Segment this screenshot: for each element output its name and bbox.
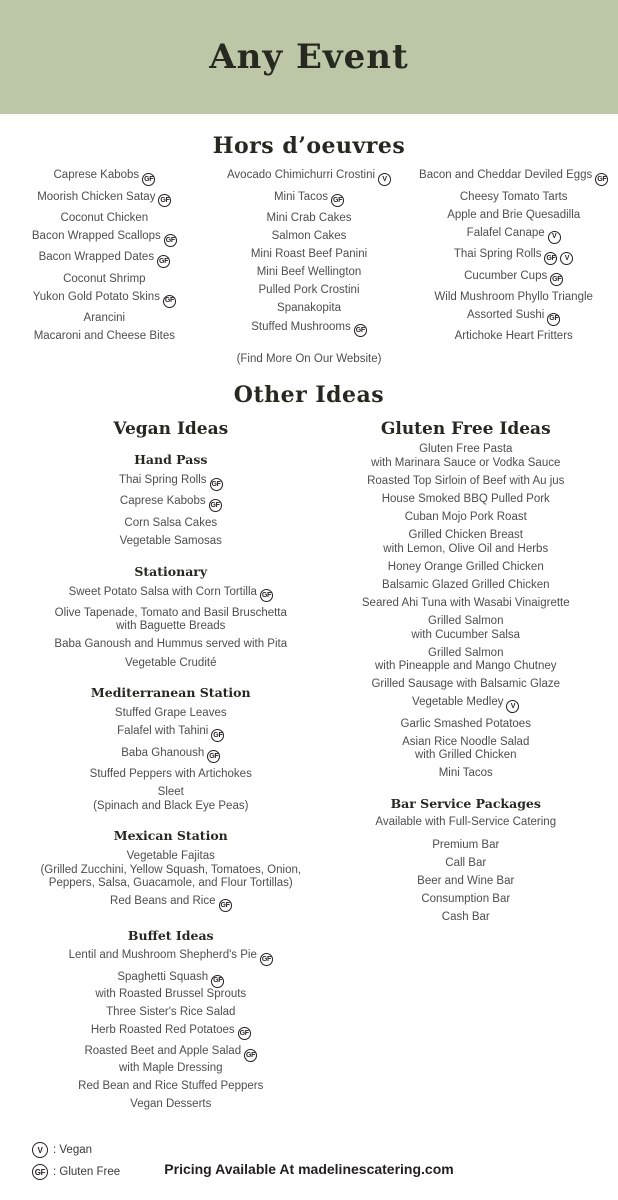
menu-item [207, 282, 412, 300]
menu-item-label: Grilled Salmon [428, 646, 504, 659]
menu-item [2, 188, 207, 209]
section-subtitle: Available with Full-Service Catering [375, 815, 557, 828]
menu-item-label: Moorish Chicken Satay [37, 190, 156, 203]
gf-badge-icon: GF [210, 478, 223, 491]
menu-item-label: Macaroni and Cheese Bites [33, 330, 175, 343]
menu-item [411, 188, 616, 206]
hors-column-right [411, 167, 616, 346]
page-title: Any Event [209, 37, 409, 77]
menu-item [328, 715, 604, 733]
menu-item-label: Grilled Chicken Breast [408, 529, 523, 542]
menu-item-label: Balsamic Glazed Grilled Chicken [382, 578, 550, 591]
gf-badge-icon: GF [142, 173, 155, 186]
menu-item-label: Avocado Chimichurri Crostini [226, 169, 376, 182]
menu-item-label: House Smoked BBQ Pulled Pork [381, 493, 550, 506]
menu-item-label: Cuban Mojo Pork Roast [404, 511, 527, 524]
gluten-free-ideas-column [328, 410, 618, 1114]
menu-item-label: Peppers, Salsa, Guacamole, and Flour Tortillas) [48, 877, 293, 890]
menu-item-label: Coconut Shrimp [63, 272, 146, 285]
menu-item [328, 559, 604, 577]
menu-item [411, 267, 616, 288]
menu-item-label: Bacon and Cheddar Deviled Eggs [419, 169, 593, 182]
menu-item [328, 854, 604, 872]
menu-item-label: Gluten Free Pasta [419, 443, 513, 456]
menu-item [14, 514, 328, 532]
menu-item [328, 909, 604, 927]
menu-item-label: Olive Tapenade, Tomato and Basil Bruschetta [54, 606, 287, 619]
menu-item [207, 246, 412, 264]
menu-item-label: Artichoke Heart Fritters [454, 330, 573, 343]
menu-item [207, 210, 412, 228]
menu-item [14, 472, 328, 493]
menu-item-label: Thai Spring Rolls [118, 474, 207, 487]
vegan-ideas-column [0, 410, 328, 1114]
gf-badge-icon: GF [211, 729, 224, 742]
menu-item-label: Mini Tacos [438, 767, 493, 780]
menu-item-label: Caprese Kabobs [53, 169, 140, 182]
menu-item-label: Roasted Top Sirloin of Beef with Au jus [367, 474, 565, 487]
menu-item [14, 1078, 328, 1096]
menu-item-label: with Pineapple and Mango Chutney [374, 660, 557, 673]
menu-item-label: Vegetable Samosas [119, 534, 222, 547]
pricing-text: Pricing Available At madelinescatering.com [164, 1161, 454, 1177]
gf-badge-icon: GF [157, 255, 170, 268]
menu-item [411, 289, 616, 307]
gf-badge-icon: GF [331, 194, 344, 207]
menu-item-label: Red Bean and Rice Stuffed Peppers [78, 1079, 264, 1092]
menu-item-label: with Baguette Breads [116, 620, 226, 633]
hors-doeuvres-heading: Hors d’oeuvres [212, 133, 406, 159]
menu-item [328, 491, 604, 509]
section-title: Stationary [134, 563, 208, 579]
menu-item-label: Mini Crab Cakes [266, 211, 352, 224]
menu-item-label: Pulled Pork Crostini [258, 284, 360, 297]
menu-item-label: Vegetable Fajitas [126, 850, 215, 863]
menu-item-label: Arancini [83, 312, 126, 325]
gluten-free-ideas-title: Gluten Free Ideas [380, 419, 551, 440]
menu-item [14, 1003, 328, 1021]
vegan-ideas-title: Vegan Ideas [113, 419, 229, 440]
menu-item [328, 613, 604, 645]
menu-item-label: Honey Orange Grilled Chicken [387, 560, 544, 573]
menu-item-label: Lentil and Mushroom Shepherd's Pie [68, 949, 257, 962]
menu-item [328, 873, 604, 891]
vegan-badge-icon: V [32, 1142, 48, 1158]
menu-item-label: Spanakopita [277, 302, 341, 315]
legend-gluten-free-label: : Gluten Free [53, 1166, 121, 1178]
menu-item [411, 225, 616, 246]
menu-item-label: Call Bar [445, 856, 487, 869]
menu-item [411, 246, 616, 267]
gf-badge-icon: GF [209, 499, 222, 512]
menu-item [328, 694, 604, 715]
menu-item [328, 836, 604, 854]
gf-badge-icon: GF [163, 295, 176, 308]
menu-item [328, 595, 604, 613]
menu-item [14, 784, 328, 816]
menu-item-label: Seared Ahi Tuna with Wasabi Vinaigrette [361, 597, 570, 610]
menu-item-label: with Maple Dressing [118, 1061, 223, 1074]
menu-item-label: Salmon Cakes [271, 230, 347, 243]
menu-item-label: Bacon Wrapped Dates [38, 251, 155, 264]
menu-item-label: Cucumber Cups [464, 269, 548, 282]
menu-item-label: Wild Mushroom Phyllo Triangle [434, 290, 593, 303]
menu-item [14, 1021, 328, 1042]
gf-badge-icon: GF [211, 975, 224, 988]
menu-item [14, 1096, 328, 1114]
menu-item-label: Apple and Brie Quesadilla [447, 208, 581, 221]
menu-item [411, 167, 616, 188]
menu-item-label: Premium Bar [432, 838, 500, 851]
menu-item-label: Assorted Sushi [467, 308, 545, 321]
vegan-badge-icon: V [548, 231, 561, 244]
vegan-ideas-sections [14, 452, 328, 1114]
menu-item-label: Grilled Sausage with Balsamic Glaze [371, 678, 561, 691]
menu-item-label: Corn Salsa Cakes [124, 516, 218, 529]
legend-vegan [32, 1142, 586, 1158]
menu-item [328, 891, 604, 909]
menu-item-label: Three Sister's Rice Salad [106, 1005, 236, 1018]
menu-item-label: Thai Spring Rolls [453, 248, 542, 261]
menu-item [2, 310, 207, 328]
gf-badge-icon: GF [207, 750, 220, 763]
menu-item [207, 228, 412, 246]
menu-item-label: Stuffed Grape Leaves [114, 707, 227, 720]
gf-badge-icon: GF [547, 313, 560, 326]
menu-item-label: Vegetable Medley [412, 696, 504, 709]
menu-item [14, 848, 328, 893]
page-footer [32, 1136, 586, 1178]
menu-item-label: Mini Tacos [273, 190, 329, 203]
menu-item-label: with Roasted Brussel Sprouts [95, 987, 247, 1000]
gf-badge-icon: GF [219, 899, 232, 912]
vegan-badge-icon: V [560, 252, 573, 265]
menu-item [2, 289, 207, 310]
menu-item [328, 473, 604, 491]
menu-item [207, 300, 412, 318]
menu-item [2, 167, 207, 188]
menu-item [14, 583, 328, 604]
menu-item-label: with Lemon, Olive Oil and Herbs [383, 542, 549, 555]
menu-item [2, 249, 207, 270]
menu-item-label: Cheesy Tomato Tarts [459, 190, 568, 203]
menu-item-label: Mini Roast Beef Panini [250, 248, 368, 261]
menu-item [14, 493, 328, 514]
menu-item-label: with Grilled Chicken [414, 749, 517, 762]
section-title: Bar Service Packages [390, 796, 541, 812]
menu-item-label: Coconut Chicken [60, 211, 149, 224]
menu-item-label: Herb Roasted Red Potatoes [90, 1023, 235, 1036]
other-ideas-heading: Other Ideas [233, 382, 385, 409]
menu-item-label: Mini Beef Wellington [256, 266, 362, 279]
gf-badge-icon: GF [354, 324, 367, 337]
menu-item [14, 654, 328, 672]
menu-item-label: Garlic Smashed Potatoes [400, 717, 531, 730]
gf-badge-icon: GF [260, 589, 273, 602]
gf-badge-icon: GF [158, 194, 171, 207]
menu-item-label: Stuffed Peppers with Artichokes [89, 768, 252, 781]
section-title: Buffet Ideas [127, 927, 214, 943]
gf-badge-icon: GF [550, 273, 563, 286]
menu-item [14, 1043, 328, 1078]
menu-item-label: (Spinach and Black Eye Peas) [93, 799, 249, 812]
menu-content [0, 133, 618, 1114]
menu-item-label: Spaghetti Squash [117, 970, 209, 983]
section-title: Hand Pass [134, 452, 208, 468]
gluten-free-ideas-sections [328, 441, 604, 927]
hors-doeuvres-columns [0, 167, 618, 346]
gf-badge-icon: GF [164, 234, 177, 247]
menu-item [2, 270, 207, 288]
menu-item [411, 307, 616, 328]
menu-item-label: Asian Rice Noodle Salad [402, 735, 530, 748]
menu-item-label: Vegetable Crudité [125, 656, 217, 669]
gf-badge-icon: GF [595, 173, 608, 186]
menu-item-label: Baba Ghanoush [121, 746, 205, 759]
menu-item [207, 264, 412, 282]
vegan-badge-icon: V [378, 173, 391, 186]
menu-item-label: Stuffed Mushrooms [251, 320, 351, 333]
menu-item [14, 605, 328, 637]
gf-badge-icon: GF [32, 1164, 48, 1180]
menu-item [328, 676, 604, 694]
menu-item [14, 766, 328, 784]
menu-item-label: Grilled Salmon [428, 615, 504, 628]
gf-badge-icon: GF [238, 1027, 251, 1040]
menu-item-label: Cash Bar [441, 911, 490, 924]
menu-item [328, 509, 604, 527]
menu-item [14, 947, 328, 968]
hors-column-left [2, 167, 207, 346]
menu-item-label: Beer and Wine Bar [417, 874, 515, 887]
website-note: (Find More On Our Website) [236, 353, 382, 366]
other-ideas-columns [0, 410, 618, 1114]
menu-item-label: with Cucumber Salsa [411, 628, 521, 641]
menu-item-label: with Marinara Sauce or Vodka Sauce [371, 456, 561, 469]
menu-item [14, 705, 328, 723]
menu-item-label: Red Beans and Rice [110, 895, 216, 908]
menu-item [411, 206, 616, 224]
menu-item-label: Yukon Gold Potato Skins [32, 290, 160, 303]
section-title: Mexican Station [113, 828, 228, 844]
menu-item [14, 533, 328, 551]
menu-item [328, 527, 604, 559]
menu-item [14, 723, 328, 744]
page-header [0, 0, 618, 114]
gf-badge-icon: GF [244, 1049, 257, 1062]
menu-item [411, 328, 616, 346]
menu-item [328, 734, 604, 766]
menu-item [207, 167, 412, 188]
legend-vegan-label: : Vegan [53, 1144, 93, 1156]
menu-item-label: Baba Ganoush and Hummus served with Pita [54, 638, 288, 651]
menu-item [328, 644, 604, 676]
menu-item [207, 188, 412, 209]
menu-item [2, 328, 207, 346]
menu-item-label: Falafel with Tahini [117, 725, 209, 738]
gf-badge-icon: GF [260, 953, 273, 966]
menu-item [14, 744, 328, 765]
menu-item [328, 441, 604, 473]
menu-item-label: Vegan Desserts [130, 1097, 212, 1110]
menu-item-label: Sleet [157, 786, 184, 799]
menu-item-label: Roasted Beet and Apple Salad [84, 1045, 242, 1058]
menu-item [2, 210, 207, 228]
menu-item [14, 968, 328, 1003]
menu-item [14, 636, 328, 654]
menu-item-label: Falafel Canape [466, 226, 545, 239]
menu-item [14, 893, 328, 914]
menu-item [328, 765, 604, 783]
gf-badge-icon: GF [544, 252, 557, 265]
hors-column-middle [207, 167, 412, 346]
vegan-badge-icon: V [506, 700, 519, 713]
menu-item-label: (Grilled Zucchini, Yellow Squash, Tomatoes, Onion, [40, 863, 302, 876]
menu-item-label: Bacon Wrapped Scallops [31, 230, 161, 243]
menu-item-label: Consumption Bar [421, 892, 511, 905]
menu-item [207, 318, 412, 339]
menu-item [328, 577, 604, 595]
menu-item [2, 228, 207, 249]
menu-item-label: Sweet Potato Salsa with Corn Tortilla [68, 585, 257, 598]
section-title: Mediterranean Station [90, 685, 251, 701]
menu-item-label: Caprese Kabobs [119, 495, 206, 508]
